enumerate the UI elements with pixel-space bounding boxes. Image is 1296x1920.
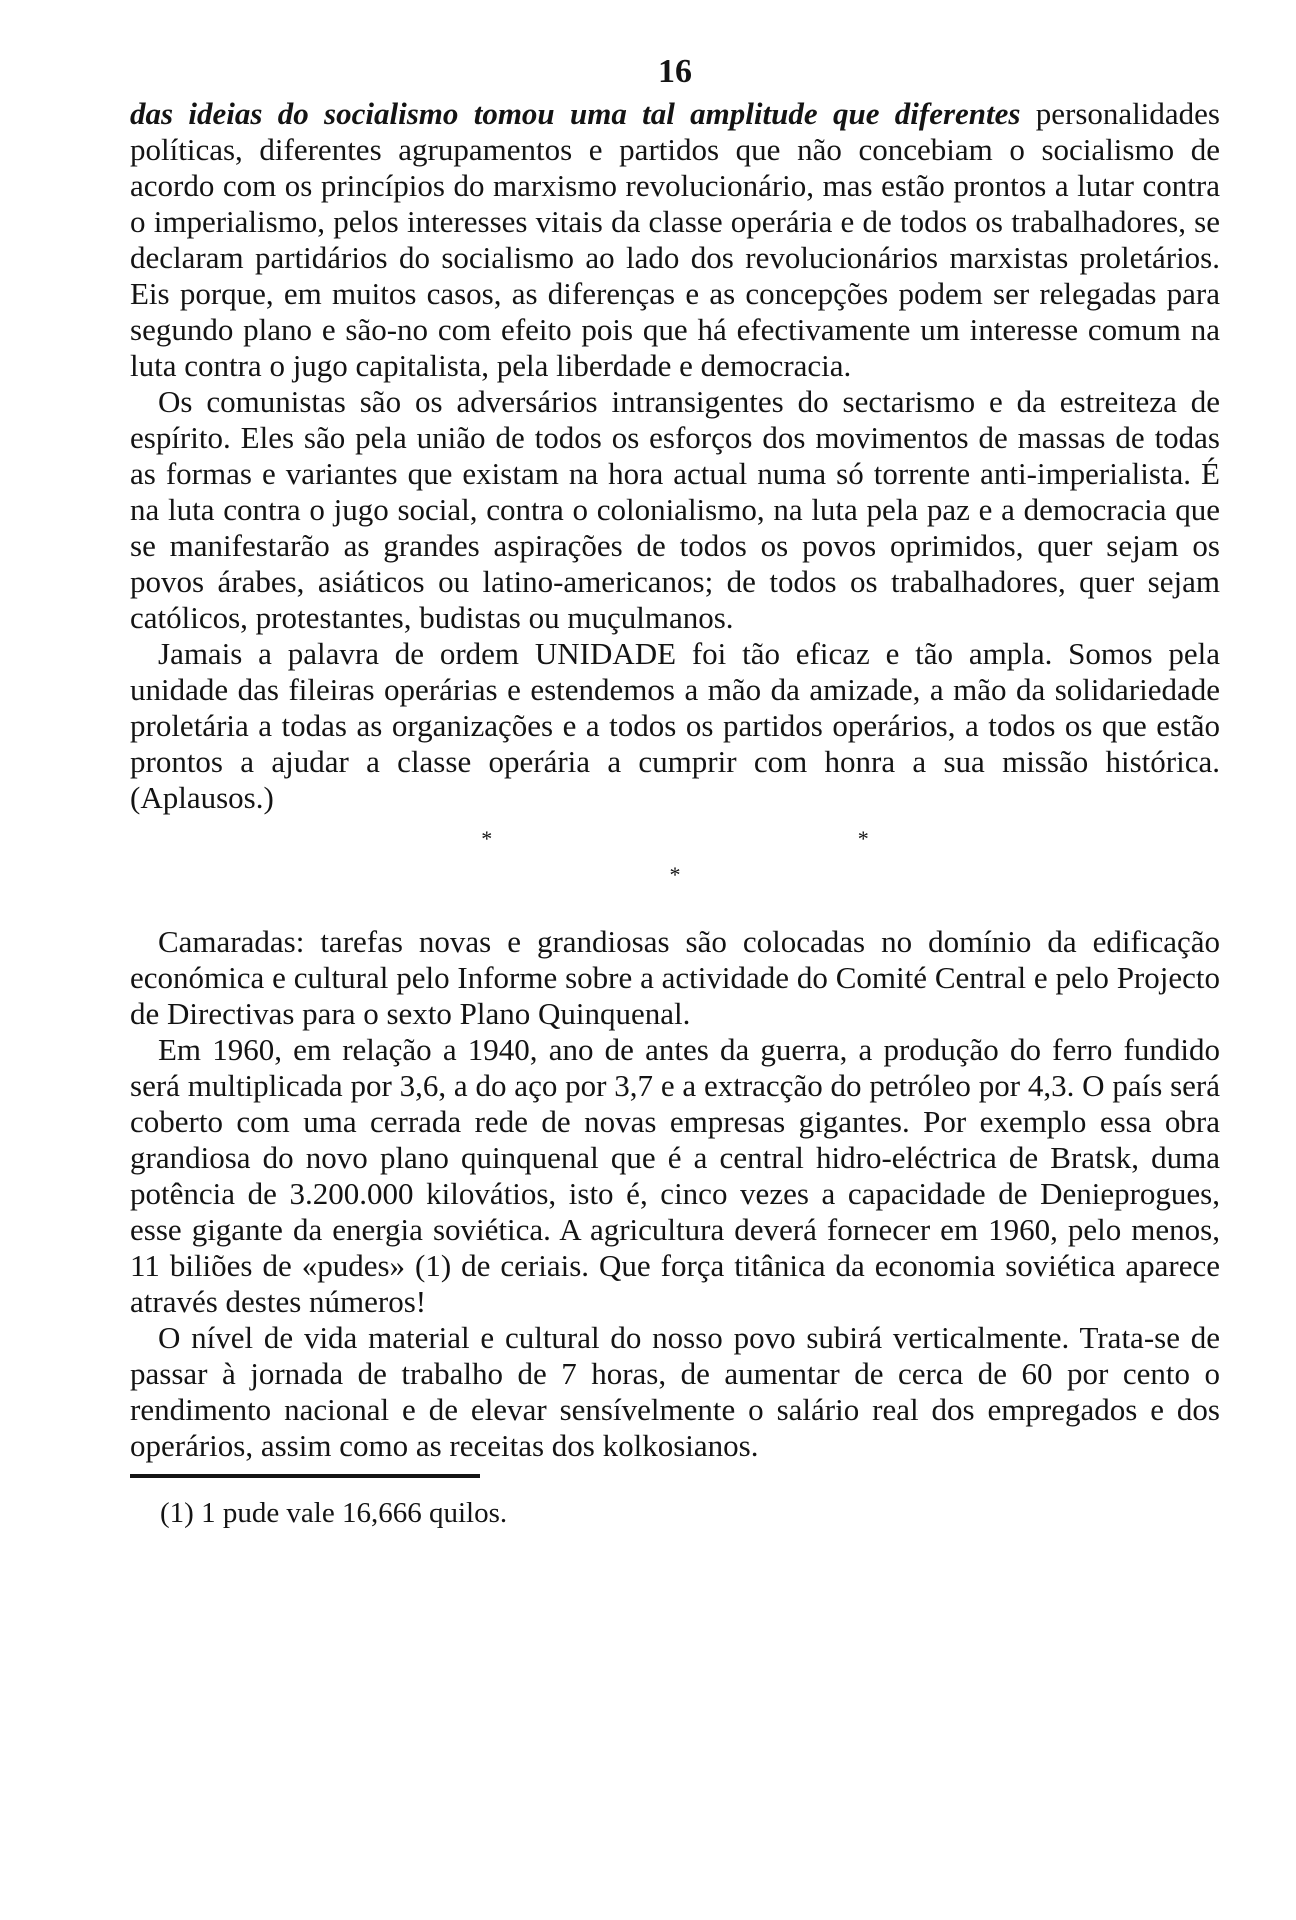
paragraph-1-lead: das ideias do socialismo tomou uma tal amplitude que diferentes bbox=[130, 96, 1021, 131]
footnote: (1) 1 pude vale 16,666 quilos. bbox=[160, 1497, 508, 1529]
paragraph-4 bbox=[130, 924, 1220, 1032]
page-number: 16 bbox=[658, 53, 692, 90]
paragraph-4-text: Camaradas: tarefas novas e grandiosas são colocadas no domínio da edificação económica e cultural pelo Informe sobre a actividade do Comité Central e pelo Projecto de Directivas para o sexto Plano Quinquenal. bbox=[130, 924, 1220, 1031]
paragraph-1 bbox=[130, 96, 1220, 384]
section-separator-bottom: * bbox=[669, 862, 681, 887]
footnote-rule bbox=[130, 1474, 480, 1478]
paragraph-6-text: O nível de vida material e cultural do nosso povo subirá verticalmente. Trata-se de passar à jornada de trabalho de 7 horas, de aumentar de cerca de 60 por cento o rendimento nacional e de elevar sensívelmente o salário real dos empregados e dos operários, assim como as receitas dos kolkosianos. bbox=[130, 1320, 1220, 1463]
paragraph-5 bbox=[130, 1032, 1220, 1320]
paragraph-1-text: personalidades políticas, diferentes agrupamentos e partidos que não concebiam o socialismo de acordo com os princípios do marxismo revolucionário, mas estão prontos a lutar contra o imperialismo, pelos interesses vitais da classe operária e de todos os trabalhadores, se declaram partidários do socialismo ao lado dos revolucionários marxistas proletários. Eis porque, em muitos casos, as diferenças e as concepções podem ser relegadas para segundo plano e são-no com efeito pois que há efectivamente um interesse comum na luta contra o jugo capitalista, pela liberdade e democracia. bbox=[130, 96, 1220, 383]
section-separator-top: * * bbox=[481, 826, 1049, 851]
paragraph-2 bbox=[130, 384, 1220, 636]
document-page bbox=[130, 52, 1220, 1530]
paragraph-3 bbox=[130, 636, 1220, 816]
paragraph-2-text: Os comunistas são os adversários intransigentes do sectarismo e da estreiteza de espírito. Eles são pela união de todos os esforços dos movimentos de massas de todas as formas e variantes que existam na hora actual numa só torrente anti-imperialista. É na luta contra o jugo social, contra o colonialismo, na luta pela paz e a democracia que se manifestarão as grandes aspirações de todos os povos oprimidos, quer sejam os povos árabes, asiáticos ou latino-americanos; de todos os trabalhadores, quer sejam católicos, protestantes, budistas ou muçulmanos. bbox=[130, 384, 1220, 635]
paragraph-3-text: Jamais a palavra de ordem UNIDADE foi tão eficaz e tão ampla. Somos pela unidade das fileiras operárias e estendemos a mão da amizade, a mão da solidariedade proletária a todas as organizações e a todos os partidos operários, a todos os que estão prontos a ajudar a classe operária a cumprir com honra a sua missão histórica. (Aplausos.) bbox=[130, 636, 1220, 815]
paragraph-5-text: Em 1960, em relação a 1940, ano de antes da guerra, a produção do ferro fundido será multiplicada por 3,6, a do aço por 3,7 e a extracção do petróleo por 4,3. O país será coberto com uma cerrada rede de novas empresas gigantes. Por exemplo essa obra grandiosa do novo plano quinquenal que é a central hidro-eléctrica de Bratsk, duma potência de 3.200.000 kilovátios, isto é, cinco vezes a capacidade de Denieprogues, esse gigante da energia soviética. A agricultura deverá fornecer em 1960, pelo menos, 11 biliões de «pudes» (1) de ceriais. Que força titânica da economia soviética aparece através destes números! bbox=[130, 1032, 1220, 1319]
paragraph-6 bbox=[130, 1320, 1220, 1464]
